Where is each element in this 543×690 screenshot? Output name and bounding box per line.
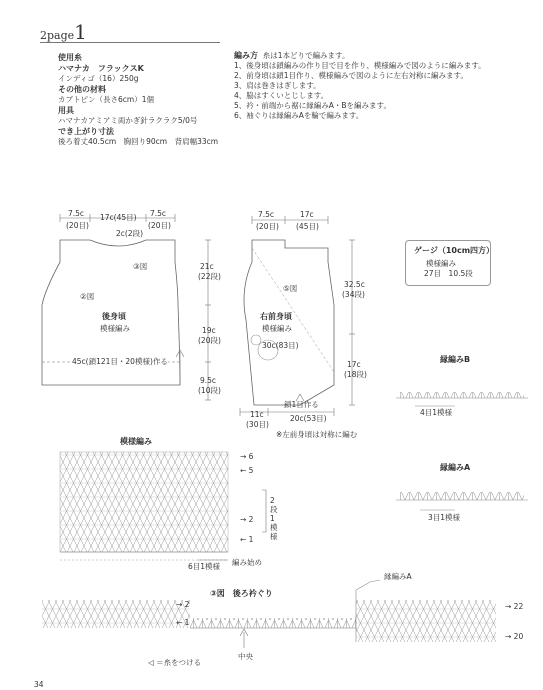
back-right-dim-1: 21c — [200, 262, 214, 271]
gauge-pattern: 模様編み — [426, 259, 456, 268]
back-right-dim-3-sub: (10段) — [198, 386, 221, 395]
front-bottom-right-dim: 20c(53目) — [290, 414, 327, 423]
back-top-center-dim: 17c(45目) — [100, 213, 137, 222]
pattern-row-1: ← 1 — [240, 535, 254, 544]
footer-page-number: 34 — [34, 680, 44, 689]
front-top-left-sub: (20目) — [256, 222, 279, 231]
back-dimension-lines — [42, 214, 211, 400]
front-fig5-ref: ⑤図 — [283, 284, 298, 293]
pattern-row-5: ← 5 — [240, 466, 254, 475]
instructions-heading: 編み方 — [234, 51, 258, 60]
yarn-name: ハマナカ フラックスK — [58, 64, 144, 73]
pattern-start: 編み始め — [232, 558, 262, 567]
edging-b-title: 縁編みB — [440, 355, 471, 364]
other-heading: その他の材料 — [58, 85, 106, 94]
yarn-heading: 使用糸 — [58, 53, 82, 62]
page-prefix: 2page — [40, 29, 75, 42]
instructions-note: 糸は1本どりで編みます。 — [262, 51, 350, 60]
instruction-step: 4、脇はすくいとじします。 — [234, 91, 329, 100]
front-title: 右前身頃 — [260, 312, 292, 321]
tools-detail: ハマナカアミアミ両かぎ針ラクラク5/0号 — [58, 116, 198, 125]
front-bottom-left-sub: (30目) — [246, 420, 269, 429]
gauge-box — [405, 240, 495, 286]
page-number: 1 — [74, 20, 87, 44]
back-pattern-label: 模様編み — [100, 324, 130, 333]
pattern-grid — [60, 452, 228, 552]
front-bottom-left-dim: 11c — [250, 410, 264, 419]
front-top-right-dim: 17c — [300, 210, 314, 219]
pattern-repeat-stitches: 6目1模様 — [188, 562, 221, 571]
edging-a-title: 縁編みA — [440, 463, 471, 472]
pattern-row-2: → 2 — [240, 515, 254, 524]
back-right-dim-1-sub: (22段) — [198, 272, 221, 281]
back-top-right-dim: 7.5c — [150, 209, 167, 218]
pattern-repeat-rows: 2段1模様 — [270, 496, 278, 541]
front-dimension-lines — [240, 216, 355, 416]
front-chain-start: 鎖1目作る — [284, 400, 319, 409]
front-top-right-sub: (45目) — [296, 222, 319, 231]
back-piece-diagram — [42, 214, 211, 400]
yarn-detail: インディゴ（16）250g — [58, 74, 139, 83]
neck-legend: ◁ ＝糸をつける — [148, 658, 202, 667]
front-right-dim-2-sub: (18段) — [344, 370, 367, 379]
back-right-dim-3: 9.5c — [200, 376, 217, 385]
back-fig2-ref: ②図 — [80, 292, 95, 301]
neck-row-1: ← 1 — [176, 618, 190, 627]
front-top-left-dim: 7.5c — [258, 210, 275, 219]
front-pattern-label: 模様編み — [262, 324, 292, 333]
back-right-dim-2-sub: (20段) — [198, 336, 221, 345]
neck-row-2: → 2 — [176, 600, 190, 609]
front-piece-outline — [244, 240, 334, 405]
front-right-dim-2: 17c — [347, 360, 361, 369]
back-neck-dim: 2c(2段) — [116, 229, 144, 238]
neck-row-20: → 20 — [505, 632, 524, 641]
pattern-chart-title: 模様編み — [120, 437, 152, 446]
size-heading: でき上がり寸法 — [58, 127, 114, 136]
front-right-dim-1-sub: (34段) — [342, 290, 365, 299]
edging-b-repeat: 4目1模様 — [420, 408, 453, 417]
edging-b-chart — [396, 392, 528, 406]
neck-edging-label: 縁編みA — [384, 572, 412, 581]
front-center-dim: 30c(83目) — [262, 341, 299, 350]
tools-heading: 用具 — [58, 106, 74, 115]
back-title: 後身頃 — [102, 312, 126, 321]
back-right-dim-2: 19c — [202, 326, 216, 335]
back-top-left-dim: 7.5c — [68, 209, 85, 218]
neck-center-label: 中央 — [238, 652, 253, 661]
instruction-step: 6、袖ぐりは縁編みAを輪で編みます。 — [234, 111, 364, 120]
back-fig3-ref: ③図 — [133, 262, 148, 271]
back-bottom-dim: 45c(鎖121目・20模様)作る — [72, 357, 168, 366]
instruction-step: 5、衿・前端から裾に縁編みA・Bを編みます。 — [234, 101, 391, 110]
other-detail: カブトピン（長さ6cm）1個 — [58, 95, 154, 104]
edging-a-repeat: 3目1模様 — [428, 513, 461, 522]
pattern-chart — [60, 452, 266, 560]
gauge-title: ゲージ（10cm四方） — [414, 246, 495, 255]
neck-chart-title: ③図 後ろ衿ぐり — [210, 589, 273, 598]
instruction-step: 3、肩は巻きはぎします。 — [234, 81, 321, 90]
gauge-values: 27目 10.5段 — [424, 269, 473, 278]
size-detail: 後ろ着丈40.5cm 胸回り90cm 背肩幅33cm — [58, 137, 219, 146]
neck-row-22: → 22 — [505, 602, 524, 611]
front-mirror-note: ※左前身頃は対称に編む — [276, 430, 358, 439]
back-top-left-sub: (20目) — [66, 221, 89, 230]
edging-a-chart — [396, 492, 528, 510]
instruction-step: 1、後身頃は鎖編みの作り目で目を作り、模様編みで図のように編みます。 — [234, 61, 486, 70]
front-piece-diagram — [240, 216, 355, 416]
pattern-row-6: → 6 — [240, 452, 254, 461]
front-right-dim-1: 32.5c — [344, 280, 365, 289]
instruction-step: 2、前身頃は鎖1目作り、模様編みで図のように左右対称に編みます。 — [234, 71, 468, 80]
back-top-right-sub: (20目) — [148, 221, 171, 230]
